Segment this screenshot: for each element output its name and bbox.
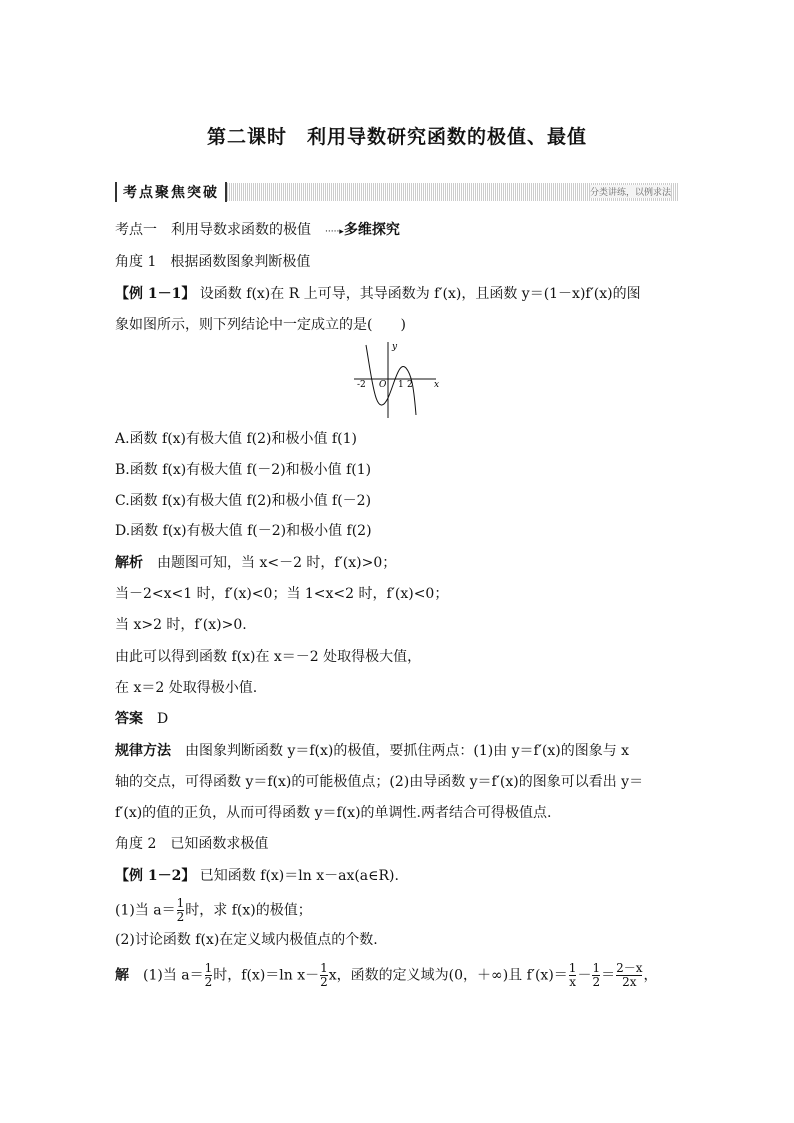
question-1	[115, 897, 685, 924]
angle2-heading: 角度 2 已知函数求极值	[115, 836, 269, 852]
text: －	[577, 967, 592, 984]
text: ，	[643, 967, 658, 984]
question-2: (2)讨论函数 f(x)在定义域内极值点的个数.	[115, 932, 378, 948]
analysis-line: 在 x＝2 处取得极小值.	[115, 680, 258, 696]
arrow-icon: ·····▸	[325, 227, 344, 237]
section-banner	[115, 183, 679, 201]
example-text: 已知函数 f(x)＝ln x－ax(a∈R).	[195, 868, 399, 884]
topic-text: 考点一 利用导数求函数的极值	[115, 222, 325, 238]
example-label: 【例 1－1】	[115, 286, 196, 302]
method-line: f′(x)的值的正负，从而可得函数 y＝f(x)的单调性.两者结合可得极值点.	[115, 805, 552, 821]
text: x，函数的定义域为(0，＋∞)且 f′(x)＝	[328, 967, 568, 984]
option-b: B.函数 f(x)有极大值 f(－2)和极小值 f(1)	[115, 462, 372, 478]
fraction: $\frac{2-x}{2x}$	[616, 961, 643, 989]
answer-label: 答案	[115, 711, 143, 727]
answer-value: D	[143, 711, 169, 727]
fraction: $\frac{1}{2}$	[592, 961, 601, 989]
method-label: 规律方法	[115, 743, 171, 759]
analysis-label: 解析	[115, 555, 143, 571]
option-a: A.函数 f(x)有极大值 f(2)和极小值 f(1)	[115, 431, 357, 447]
text: (1)当 a＝	[129, 967, 204, 984]
banner-label: 考点聚焦突破	[115, 182, 227, 202]
answer-line	[115, 710, 685, 728]
solution-label: 解	[115, 967, 129, 984]
fraction: $\frac{1}{2}$	[320, 961, 328, 989]
method-text: 由图象判断函数 y＝f(x)的极值，要抓住两点：(1)由 y＝f′(x)的图象与 x	[171, 743, 630, 759]
example-1-2	[115, 867, 685, 885]
tick-label: 1	[398, 380, 404, 390]
tick-label: -2	[357, 380, 366, 390]
tick-label: 2	[407, 380, 413, 390]
analysis-line	[115, 554, 685, 572]
example-label: 【例 1－2】	[115, 868, 196, 884]
solution-line	[115, 962, 685, 989]
text: (1)当 a＝	[115, 902, 176, 919]
fraction: $\frac{1}{x}$	[568, 961, 577, 989]
method-line	[115, 742, 685, 760]
analysis-text: 由题图可知，当 x<－2 时，f′(x)>0；	[143, 555, 397, 571]
fraction: $\frac{1}{2}$	[204, 961, 213, 989]
function-graph	[354, 340, 444, 420]
example-1-1	[115, 285, 685, 303]
page-title: 第二课时 利用导数研究函数的极值、最值	[206, 126, 587, 148]
topic-heading	[115, 221, 685, 241]
banner-subtitle: 分类讲练，以例求法	[590, 185, 671, 198]
text: ＝	[601, 967, 616, 984]
text: 时，f(x)＝ln x－	[213, 967, 320, 984]
analysis-line: 当－2<x<1 时，f′(x)<0；当 1<x<2 时，f′(x)<0；	[115, 586, 449, 602]
topic-tag: 多维探究	[343, 222, 400, 238]
angle1-heading: 角度 1 根据函数图象判断极值	[115, 254, 311, 270]
method-line: 轴的交点，可得函数 y＝f(x)的可能极值点；(2)由导函数 y＝f′(x)的图象可以看出 y＝	[115, 774, 644, 790]
example-text-2: 象如图所示，则下列结论中一定成立的是( )	[115, 317, 406, 333]
origin-label: O	[379, 380, 387, 390]
y-axis-label: y	[392, 342, 398, 352]
example-text: 设函数 f(x)在 R 上可导，其导函数为 f′(x)，且函数 y＝(1－x)f′(x)的图	[195, 286, 641, 302]
analysis-line: 由此可以得到函数 f(x)在 x＝－2 处取得极大值，	[115, 649, 422, 665]
fraction-one-half: $\frac{1}{2}$	[176, 896, 185, 924]
option-d: D.函数 f(x)有极大值 f(－2)和极小值 f(2)	[115, 523, 372, 539]
analysis-line: 当 x>2 时，f′(x)>0.	[115, 617, 247, 633]
x-axis-label: x	[434, 380, 440, 390]
text: 时，求 f(x)的极值；	[185, 902, 312, 919]
option-c: C.函数 f(x)有极大值 f(2)和极小值 f(－2)	[115, 493, 372, 509]
